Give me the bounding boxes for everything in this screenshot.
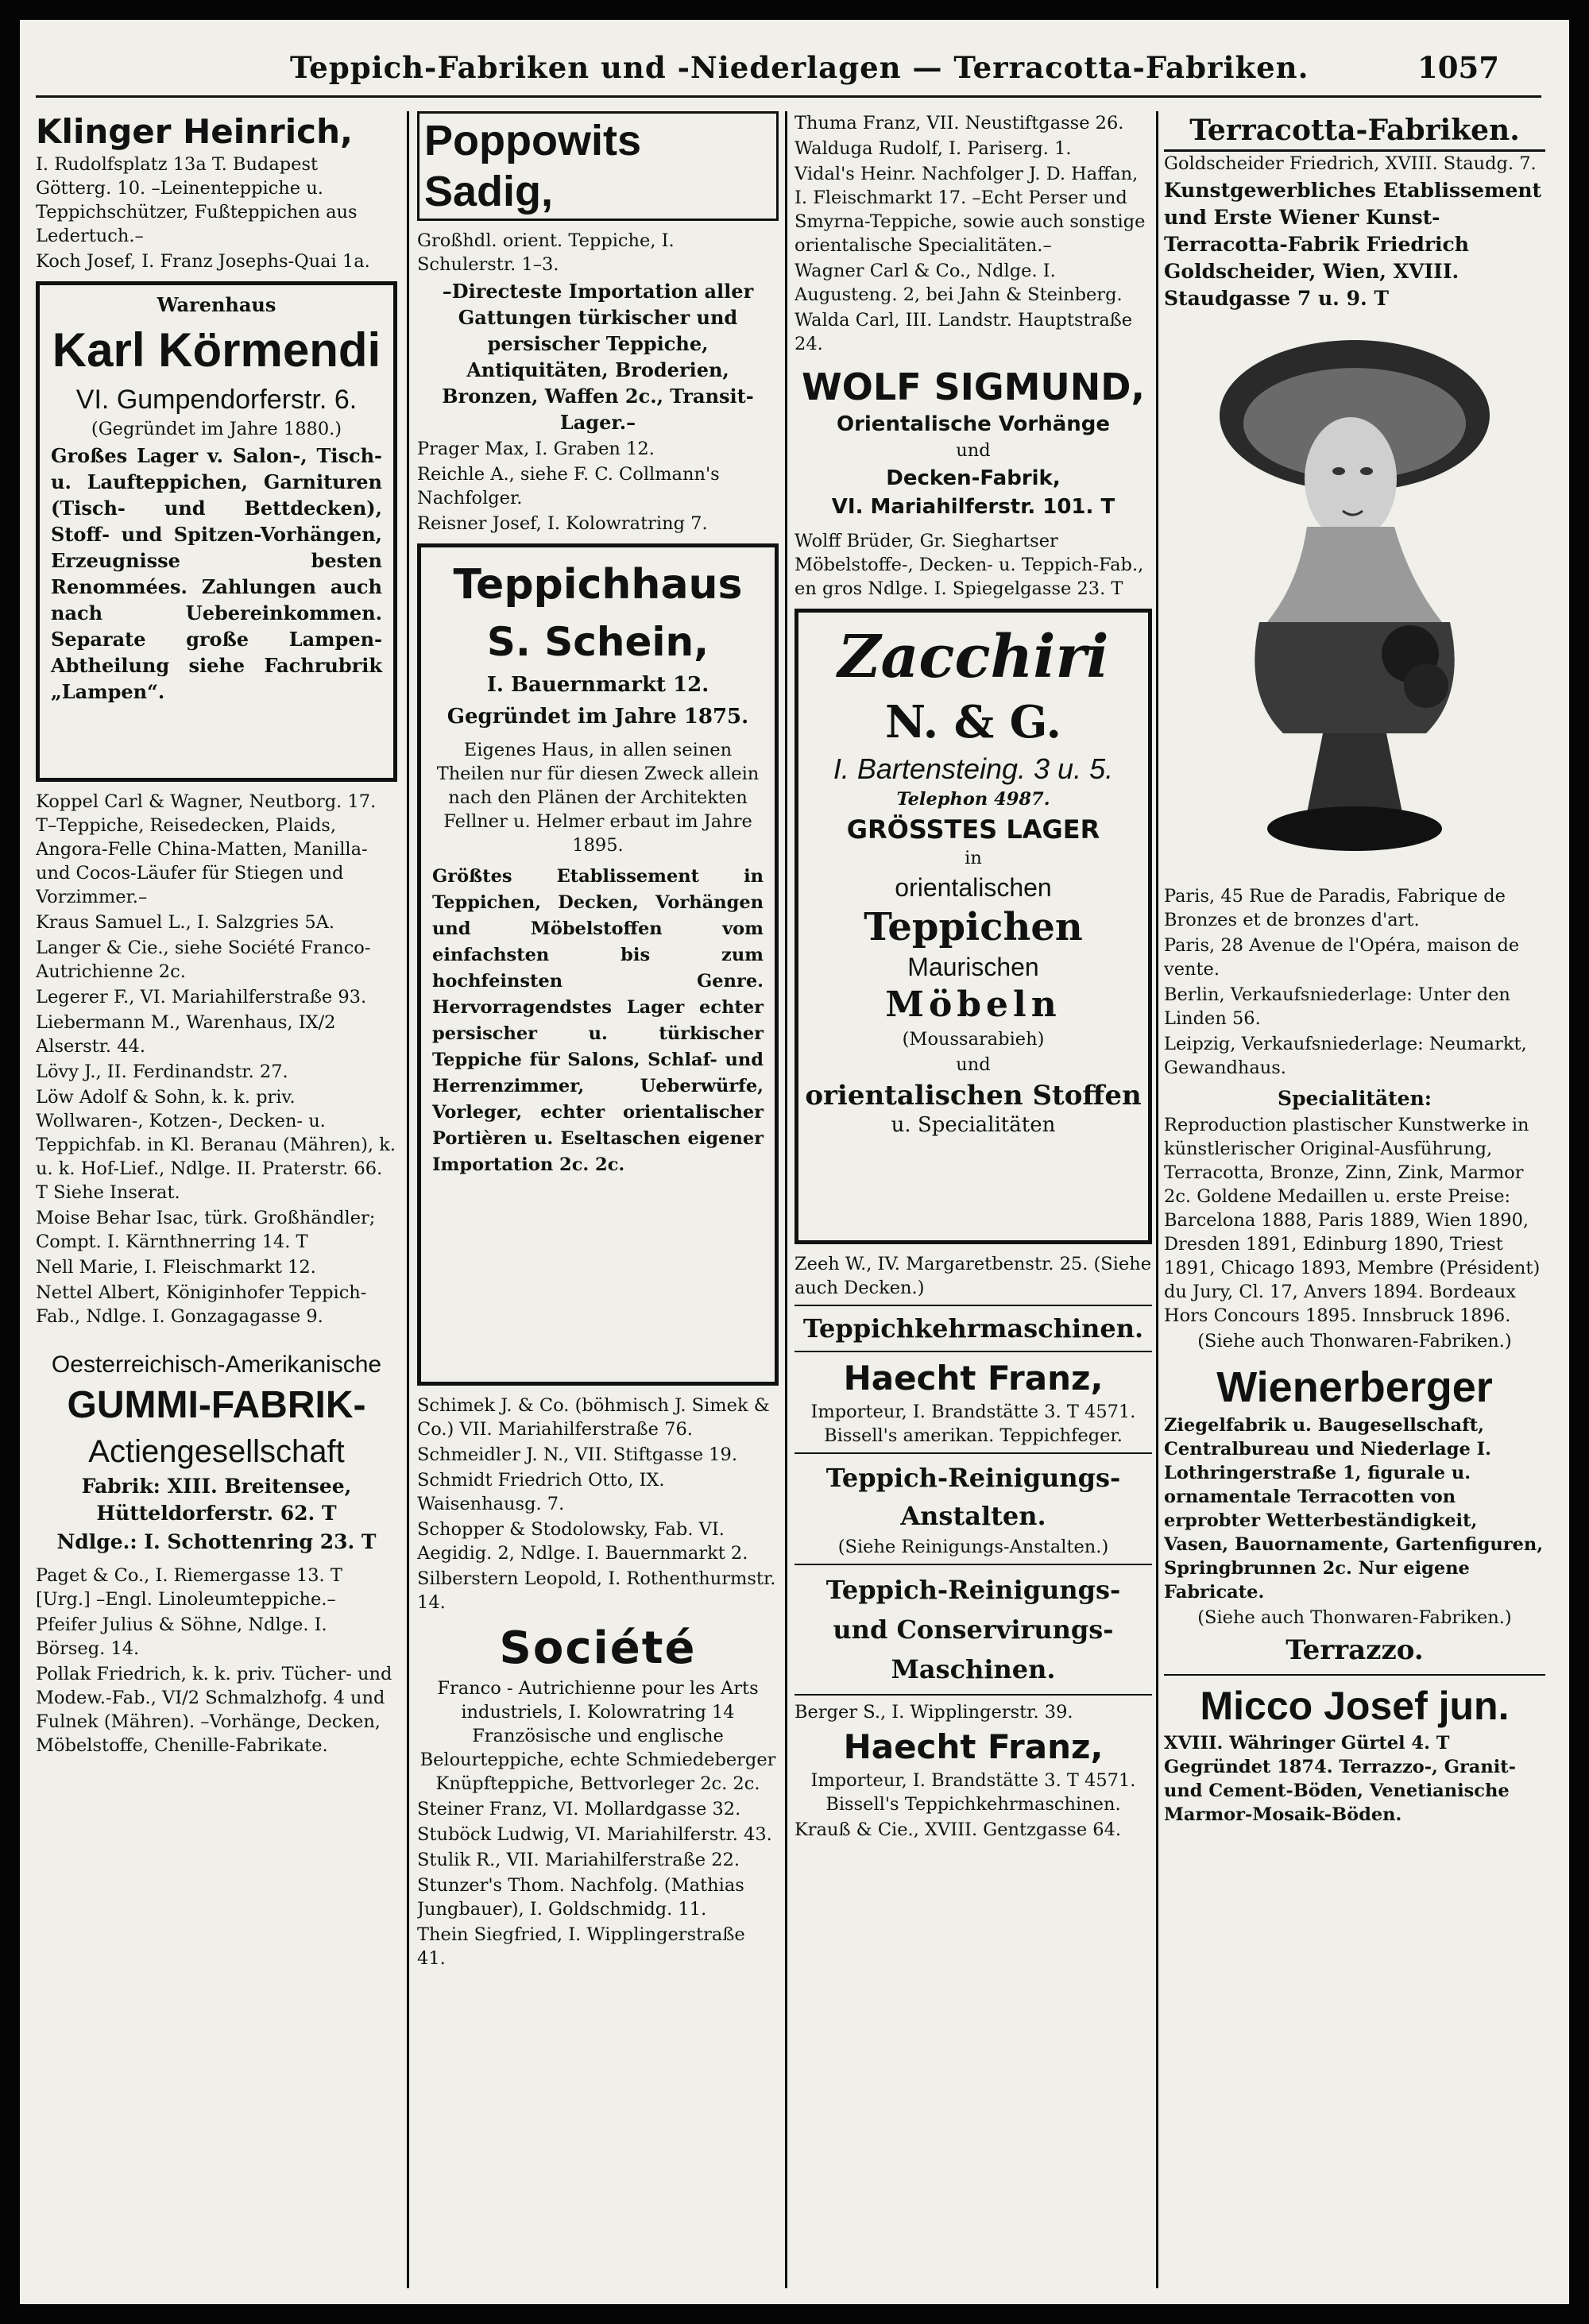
column-1: [36, 111, 397, 2288]
stulik-entry: Stulik R., VII. Mariahilferstraße 22.: [417, 1850, 740, 1870]
zacchiri-line-11: (Moussarabieh): [902, 1029, 1045, 1050]
pfeifer-entry: Pfeifer Julius & Söhne, Ndlge. I. Börseg. 14.: [36, 1614, 327, 1659]
legerer-entry: Legerer F., VI. Mariahilferstraße 93.: [36, 987, 367, 1007]
societe-entry: Franco - Autrichienne pour les Arts industriels, I. Kolowratring 14 Französische und englische Belourteppiche, echte Schmiedeberger Knüpfteppiche, Bettvorleger 2c. 2c.: [419, 1678, 776, 1794]
zacchiri-line-10: Möbeln: [885, 984, 1061, 1025]
zacchiri-line-8: Teppichen: [864, 905, 1083, 949]
wagner-entry: Wagner Carl & Co., Ndlge. I. Augusteng. 2, bei Jahn & Steinberg.: [794, 261, 1123, 305]
zacchiri-line-14: u. Specialitäten: [891, 1113, 1056, 1137]
thuma-entry: Thuma Franz, VII. Neustiftgasse 26.: [794, 113, 1124, 133]
krauss-entry: Krauß & Cie., XVIII. Gentzgasse 64.: [794, 1819, 1122, 1840]
schmeidler-entry: Schmeidler J. N., VII. Stiftgasse 19.: [417, 1444, 737, 1465]
see-reinigung: (Siehe Reinigungs-Anstalten.): [837, 1537, 1109, 1557]
section-rule: [794, 1694, 1152, 1696]
header-title: Teppich-Fabriken und -Niederlagen — Terracotta-Fabriken.: [290, 50, 1309, 85]
kormendi-body: Großes Lager v. Salon-, Tisch- u. Laufteppichen, Garnituren (Tisch- und Bettdecken), Stoff- und Spitzen-Vorhängen, Erzeugnisse besten Renommées. Zahlungen auch nach Uebereinkommen. Separate große Lampen-Abtheilung siehe Fachrubrik „Lampen“.: [51, 444, 382, 703]
gummi-line-1: Oesterreichisch-Amerikanische: [51, 1351, 382, 1378]
column-divider: [407, 111, 409, 2288]
paget-entry: Paget & Co., I. Riemergasse 13. T [Urg.] –Engl. Linoleumteppiche.–: [36, 1565, 342, 1610]
heading-terracotta: Terracotta-Fabriken.: [1164, 111, 1545, 152]
societe-heading: Société: [499, 1622, 697, 1674]
column-4: [1164, 111, 1545, 2288]
berlin-entry: Berlin, Verkaufsniederlage: Unter den Linden 56.: [1164, 984, 1510, 1029]
zacchiri-line-2: N. & G.: [885, 696, 1061, 748]
schein-line-2: S. Schein,: [486, 619, 709, 665]
low-entry: Löw Adolf & Sohn, k. k. priv. Wollwaren-, Kotzen-, Decken- u. Teppichfab. in Kl. Beranau (Mähren), k. u. k. Hof-Lief., Ndlge. II. Praterstr. 66. T Siehe Inserat.: [36, 1087, 396, 1203]
schein-ad: [417, 543, 779, 1386]
poppowits-importation: –Directeste Importation aller Gattungen türkischer und persischer Teppiche, Antiquitäten, Broderien, Bronzen, Waffen 2c., Transit-Lager.–: [442, 280, 754, 434]
page-number: 1057: [1417, 50, 1499, 85]
gummi-line-3: Actiengesellschaft: [88, 1434, 345, 1469]
liebermann-entry: Liebermann M., Warenhaus, IX/2 Alserstr. 44.: [36, 1012, 336, 1057]
haecht-entry-2: Importeur, I. Brandstätte 3. T 4571. Bissell's Teppichkehrmaschinen.: [810, 1770, 1136, 1815]
kormendi-ad: [36, 281, 397, 782]
wolf-line-1: WOLF SIGMUND,: [802, 365, 1145, 408]
wolff-entry: Wolff Brüder, Gr. Sieghartser Möbelstoffe-, Decken- u. Teppich-Fab., en gros Ndlge. I. Spiegelgasse 23. T: [794, 531, 1144, 599]
section-rule: [794, 1452, 1152, 1454]
wolf-line-4: Decken-Fabrik,: [886, 466, 1061, 490]
silberstern-entry: Silberstern Leopold, I. Rothenthurmstr. 14.: [417, 1568, 776, 1613]
wolf-ad: [794, 364, 1152, 521]
heading-reinigungs-maschinen: Teppich-Reinigungs- und Conservirungs-Maschinen.: [825, 1575, 1121, 1684]
section-rule: [794, 1564, 1152, 1565]
walda-entry: Walda Carl, III. Landstr. Hauptstraße 24.: [794, 310, 1133, 354]
nell-entry: Nell Marie, I. Fleischmarkt 12.: [36, 1257, 316, 1278]
micco-name: Micco Josef jun.: [1200, 1684, 1510, 1728]
stubock-entry: Stuböck Ludwig, VI. Mariahilferstr. 43.: [417, 1824, 772, 1845]
stunzer-entry: Stunzer's Thom. Nachfolg. (Mathias Jungbauer), I. Goldschmidg. 11.: [417, 1875, 744, 1920]
wienerberger-name: Wienerberger: [1216, 1363, 1493, 1411]
zeeh-entry: Zeeh W., IV. Margaretbenstr. 25. (Siehe auch Decken.): [794, 1254, 1152, 1298]
micco-entry: XVIII. Währinger Gürtel 4. T Gegründet 1874. Terrazzo-, Granit- und Cement-Böden, Venetianische Marmor-Mosaik-Böden.: [1164, 1733, 1517, 1825]
kraus-entry: Kraus Samuel L., I. Salzgries 5A.: [36, 912, 335, 933]
steiner-entry: Steiner Franz, VI. Mollardgasse 32.: [417, 1799, 741, 1819]
kormendi-address: VI. Gumpendorferstr. 6.: [75, 385, 358, 415]
paris-entry-1: Paris, 45 Rue de Paradis, Fabrique de Bronzes et de bronzes d'art.: [1164, 886, 1506, 930]
column-divider: [1156, 111, 1158, 2288]
page-header: [20, 50, 1569, 98]
leipzig-entry: Leipzig, Verkaufsniederlage: Neumarkt, Gewandhaus.: [1164, 1034, 1527, 1078]
gummi-line-2: GUMMI-FABRIK-: [67, 1384, 366, 1426]
wolf-line-5: VI. Mariahilferstr. 101. T: [831, 495, 1115, 519]
zacchiri-line-13: orientalischen Stoffen: [805, 1080, 1142, 1112]
column-2: [417, 111, 779, 2288]
nettel-entry: Nettel Albert, Königinhofer Teppich-Fab., Ndlge. I. Gonzagagasse 9.: [36, 1282, 367, 1327]
moise-entry: Moise Behar Isac, türk. Großhändler; Compt. I. Kärnthnerring 14. T: [36, 1208, 376, 1252]
specialties-text: Reproduction plastischer Kunstwerke in künstlerischer Original-Ausführung, Terracotta, Bronze, Zinn, Zink, Marmor 2c. Goldene Medaillen u. erste Preise: Barcelona 1888, Paris 1889, Wien 1890, Dresden 1891, Edinburg 1890, Triest 1891, Chicago 1893, Membre (Président) du Jury, Cl. 17, Anvers 1894. Bordeaux Hors Concours 1895. Innsbruck 1896.: [1164, 1115, 1541, 1326]
kormendi-name: Karl Körmendi: [52, 323, 381, 377]
zacchiri-line-4: Telephon 4987.: [896, 789, 1050, 810]
wolf-line-2: Orientalische Vorhänge: [836, 412, 1111, 436]
schein-line-4: Gegründet im Jahre 1875.: [447, 705, 749, 729]
specialties-heading: Specialitäten:: [1278, 1087, 1432, 1110]
berger-entry: Berger S., I. Wipplingerstr. 39.: [794, 1702, 1073, 1723]
section-rule: [794, 1351, 1152, 1352]
haecht-entry-1: Importeur, I. Brandstätte 3. T 4571. Bissell's amerikan. Teppichfeger.: [810, 1402, 1136, 1446]
koppel-entry: Koppel Carl & Wagner, Neutborg. 17. T–Teppiche, Reisedecken, Plaids, Angora-Felle China-Matten, Manilla- und Cocos-Läufer für Stiegen und Vorzimmer.–: [36, 791, 377, 907]
langer-entry: Langer & Cie., siehe Société Franco-Autrichienne 2c.: [36, 938, 371, 982]
heading-teppichkehrmaschinen: Teppichkehrmaschinen.: [802, 1313, 1144, 1344]
schein-line-3: I. Bauernmarkt 12.: [486, 673, 709, 697]
column-divider: [785, 111, 787, 2288]
klinger-entry: I. Rudolfsplatz 13a T. Budapest Götterg. 10. –Leinenteppiche u. Teppichschützer, Fußteppichen aus Ledertuch.–: [36, 154, 358, 246]
walduga-entry: Walduga Rudolf, I. Pariserg. 1.: [794, 138, 1072, 159]
heading-reinigungs-anstalten: Teppich-Reinigungs-Anstalten.: [825, 1463, 1121, 1531]
see-thonwaren-2: (Siehe auch Thonwaren-Fabriken.): [1197, 1607, 1512, 1628]
thein-entry: Thein Siegfried, I. Wipplingerstraße 41.: [417, 1924, 745, 1969]
schein-line-5: Eigenes Haus, in allen seinen Theilen nur für diesen Zweck allein nach den Plänen der Architekten Fellner u. Helmer erbaut im Jahre 1895.: [436, 740, 760, 856]
gummi-ad: [36, 1349, 397, 1556]
wienerberger-entry: Ziegelfabrik u. Baugesellschaft, Centralbureau und Niederlage I. Lothringerstraße 1, figurale u. ornamentale Terracotten von erprobter Wetterbeständigkeit, Vasen, Bauornamente, Gartenfiguren, Springbrunnen 2c. Nur eigene Fabricate.: [1164, 1415, 1544, 1603]
terracotta-bust-image: [1212, 320, 1498, 876]
poppowits-entry: Großhdl. orient. Teppiche, I. Schulerstr. 1–3.: [417, 230, 675, 275]
haecht-name-1: Haecht Franz,: [843, 1359, 1104, 1398]
goldscheider-entry: Goldscheider Friedrich, XVIII. Staudg. 7.: [1164, 153, 1537, 174]
zacchiri-line-6: in: [965, 848, 982, 868]
section-rule: [794, 1305, 1152, 1306]
see-thonwaren-1: (Siehe auch Thonwaren-Fabriken.): [1197, 1331, 1512, 1351]
haecht-name-2: Haecht Franz,: [843, 1727, 1104, 1766]
zacchiri-line-9: Maurischen: [907, 953, 1039, 981]
zacchiri-line-3: I. Bartensteing. 3 u. 5.: [833, 752, 1114, 785]
schopper-entry: Schopper & Stodolowsky, Fab. VI. Aegidig. 2, Ndlge. I. Bauernmarkt 2.: [417, 1519, 748, 1564]
zacchiri-line-1: Zacchiri: [837, 623, 1109, 691]
vidal-entry: Vidal's Heinr. Nachfolger J. D. Haffan, I. Fleischmarkt 17. –Echt Perser und Smyrna-Teppiche, sowie auch sonstige orientalische Specialitäten.–: [794, 164, 1146, 256]
paris-entry-2: Paris, 28 Avenue de l'Opéra, maison de vente.: [1164, 935, 1520, 980]
gummi-line-4: Fabrik: XIII. Breitensee, Hütteldorferstr. 62. T: [81, 1475, 352, 1525]
heading-terrazzo: Terrazzo.: [1286, 1634, 1424, 1666]
zacchiri-ad: [794, 609, 1152, 1244]
kunst-entry: Kunstgewerbliches Etablissement und Erste Wiener Kunst-Terracotta-Fabrik Friedrich Goldscheider, Wien, XVIII. Staudgasse 7 u. 9. T: [1164, 179, 1542, 310]
section-rule: [1164, 1674, 1545, 1676]
prager-entry: Prager Max, I. Graben 12.: [417, 439, 655, 459]
schmidt-entry: Schmidt Friedrich Otto, IX. Waisenhausg. 7.: [417, 1470, 665, 1514]
wolf-line-3: und: [956, 440, 991, 461]
lovy-entry: Lövy J., II. Ferdinandstr. 27.: [36, 1061, 288, 1082]
column-3: [794, 111, 1152, 2288]
kormendi-top: Warenhaus: [157, 293, 276, 316]
schein-line-6: Größtes Etablissement in Teppichen, Decken, Vorhängen und Möbelstoffen vom einfachsten bis zum hochfeinsten Genre. Hervorragendstes Lager echter persischer u. türkischer Teppiche für Salons, Schlaf- und Herrenzimmer, Ueberwürfe, Vorleger, echter orientalischer Portièren u. Eseltaschen eigener Importation 2c. 2c.: [432, 866, 764, 1175]
klinger-name: Klinger Heinrich,: [36, 112, 353, 151]
pollak-entry: Pollak Friedrich, k. k. priv. Tücher- und Modew.-Fab., VI/2 Schmalzhofg. 4 und Fulnek (Mähren). –Vorhänge, Decken, Möbelstoffe, Chenille-Fabrikate.: [36, 1664, 392, 1756]
zacchiri-line-5: GRÖSSTES LAGER: [846, 814, 1100, 845]
directory-page: [20, 20, 1569, 2304]
reichle-entry: Reichle A., siehe F. C. Collmann's Nachfolger.: [417, 464, 720, 508]
header-rule: [36, 95, 1541, 98]
gummi-line-5: Ndlge.: I. Schottenring 23. T: [56, 1530, 377, 1553]
zacchiri-line-12: und: [956, 1054, 991, 1075]
poppowits-name: Poppowits Sadig,: [417, 111, 779, 221]
schimek-entry: Schimek J. & Co. (böhmisch J. Simek & Co.) VII. Mariahilferstraße 76.: [417, 1395, 770, 1440]
koch-entry: Koch Josef, I. Franz Josephs-Quai 1a.: [36, 251, 370, 272]
schein-line-1: Teppichhaus: [453, 561, 743, 609]
zacchiri-line-7: orientalischen: [895, 873, 1052, 902]
reisner-entry: Reisner Josef, I. Kolowratring 7.: [417, 513, 708, 534]
kormendi-founded: (Gegründet im Jahre 1880.): [91, 419, 342, 439]
